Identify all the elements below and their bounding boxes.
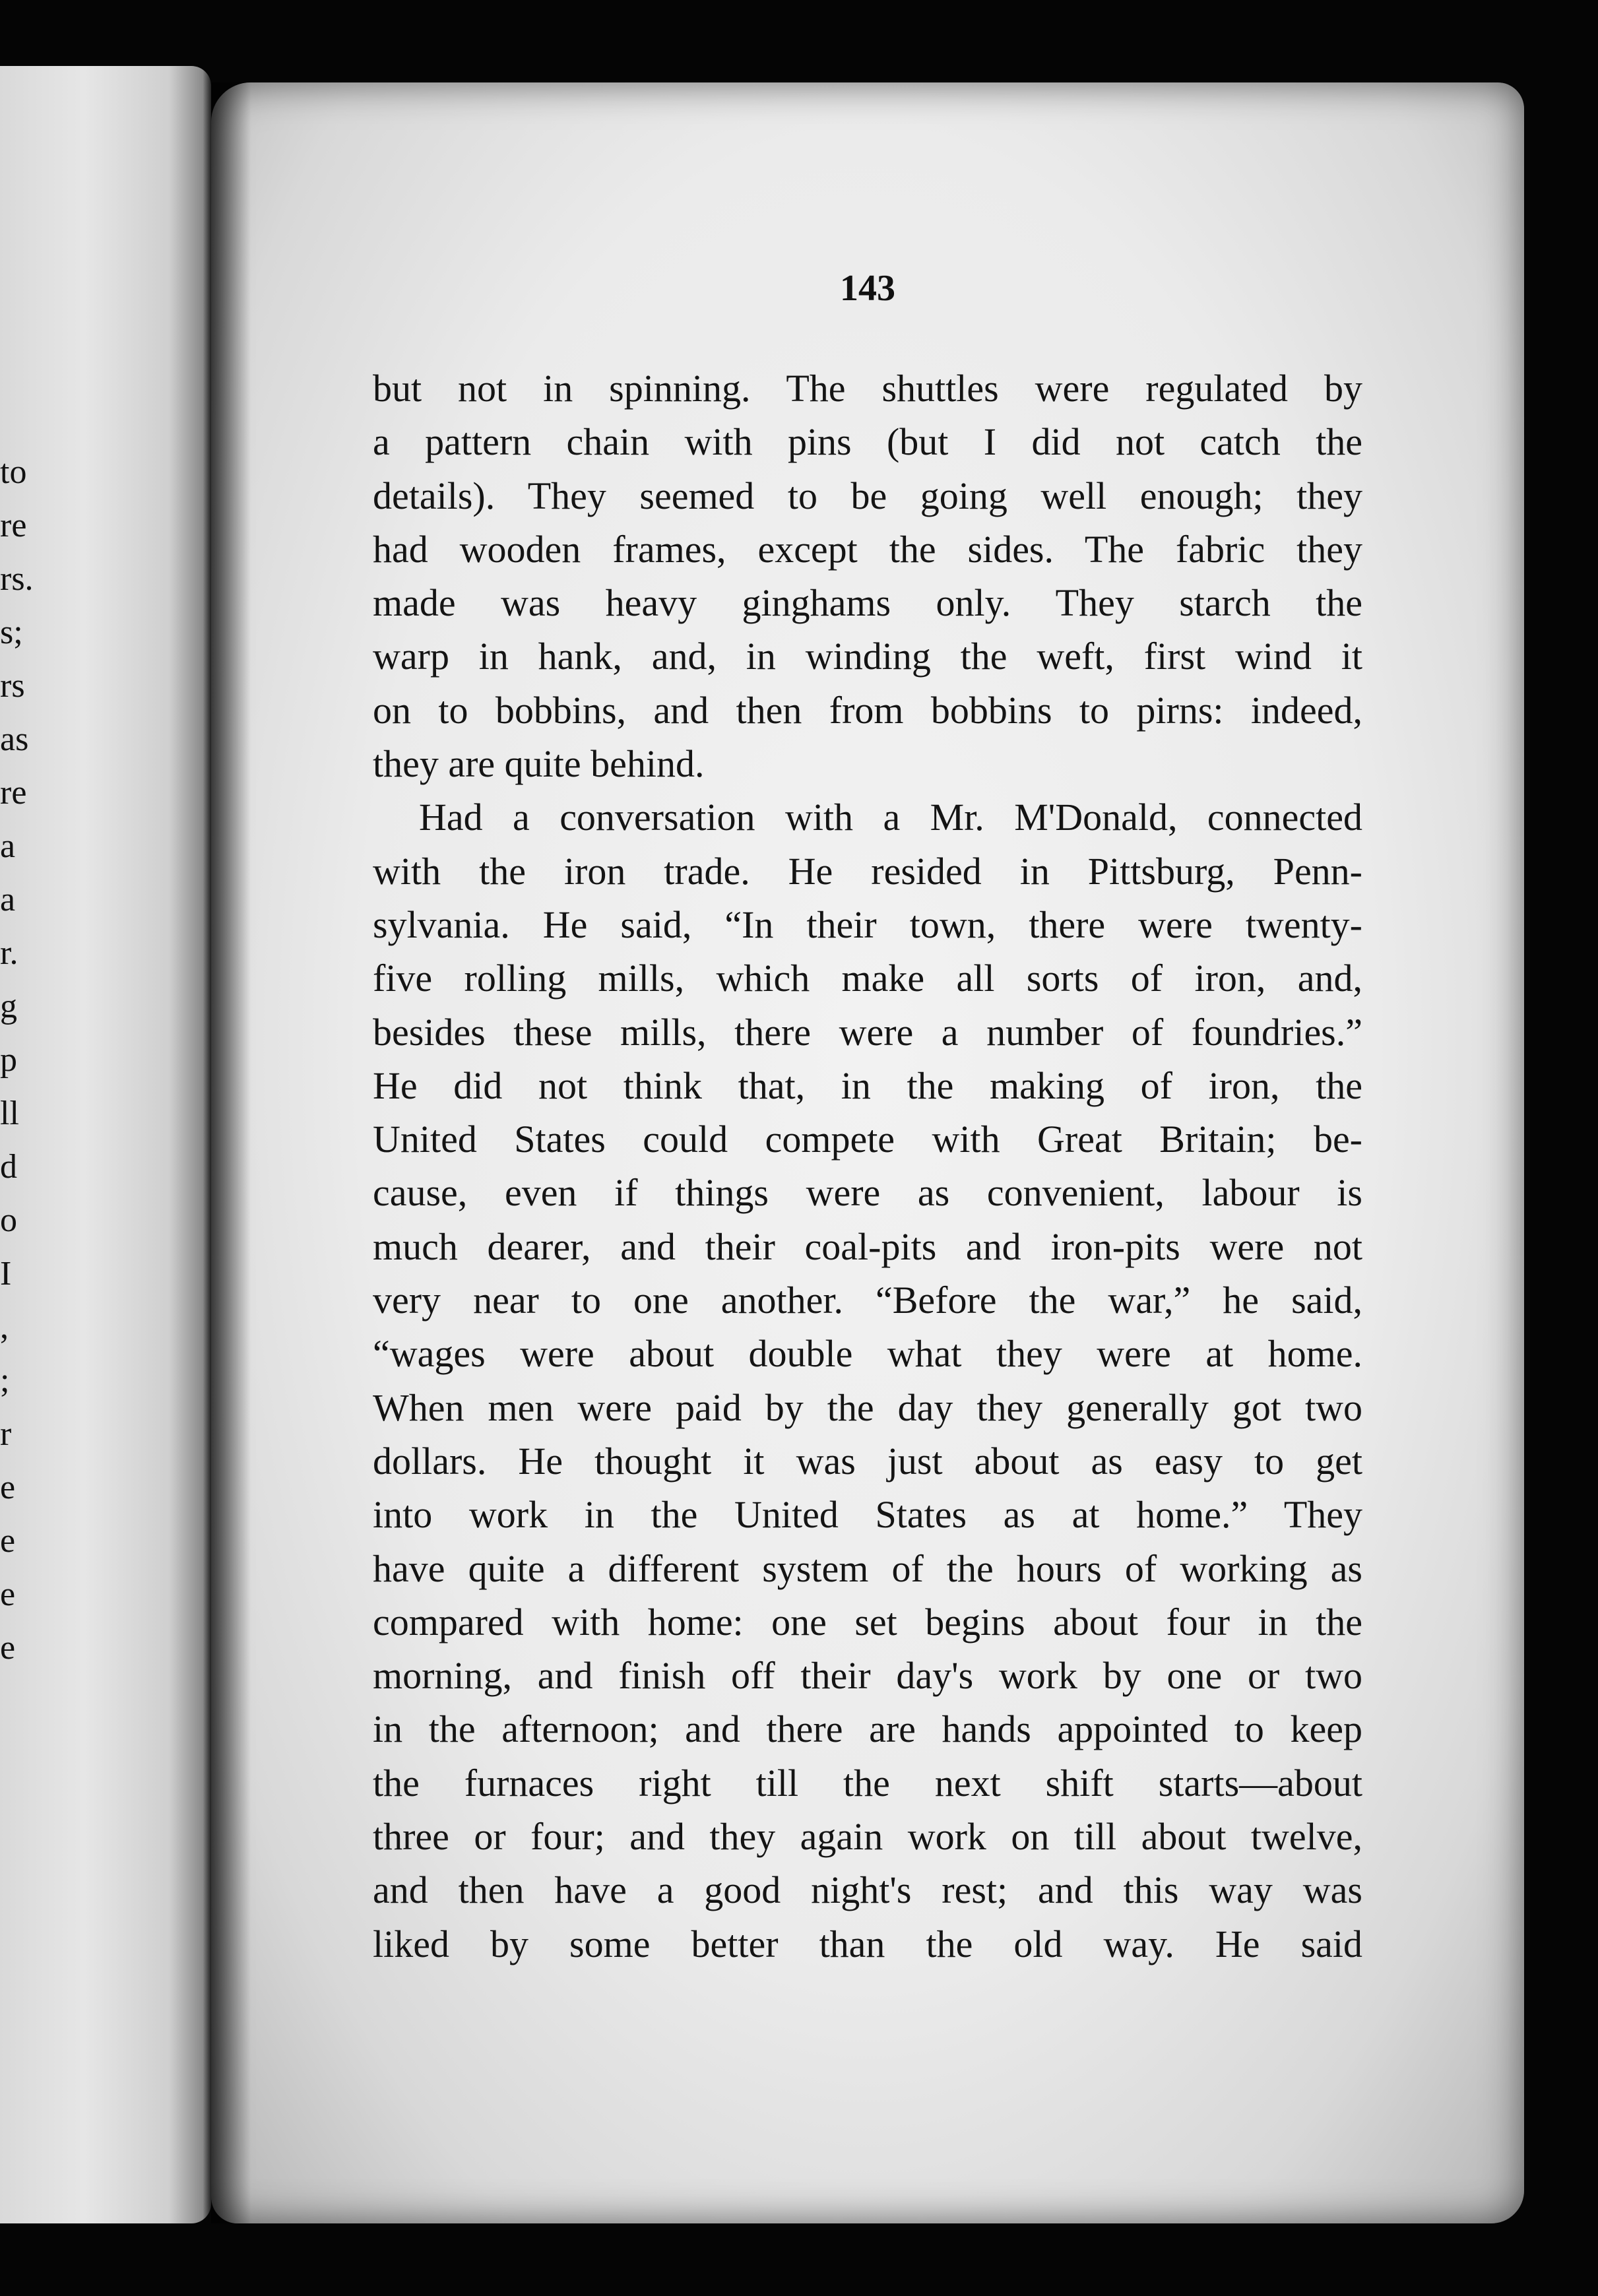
text-line: dollars. He thought it was just about as easy to get [373,1439,1362,1483]
page-number: 143 [840,268,895,309]
facing-page-fragment: s; [0,614,23,651]
facing-page-fragment: , [0,1308,9,1346]
text-line: sylvania. He said, “In their town, there were twenty- [373,903,1362,946]
facing-page-fragment: e [0,1629,16,1667]
text-line: with the iron trade. He resided in Pittsburg, Penn- [373,849,1362,893]
text-line: He did not think that, in the making of iron, the [373,1064,1362,1107]
text-line: liked by some better than the old way. He said [373,1922,1362,1965]
facing-page-fragment: as [0,720,29,758]
text-line: and then have a good night's rest; and this way was [373,1868,1362,1912]
facing-page-fragment: a [0,881,16,918]
text-line: made was heavy ginghams only. They starch the [373,581,1362,625]
text-line: a pattern chain with pins (but I did not catch the [373,420,1362,464]
text-line: cause, even if things were as convenient, labour is [373,1171,1362,1215]
facing-page-fragment: r. [0,934,18,972]
facing-page [0,66,211,2223]
text-line: but not in spinning. The shuttles were regulated by [373,367,1362,410]
text-line: have quite a different system of the hours of working as [373,1547,1362,1590]
facing-page-fragment: re [0,507,27,544]
facing-page-text-fragments [0,445,53,1674]
facing-page-fragment: r [0,1415,12,1453]
facing-page-fragment: e [0,1576,16,1613]
facing-page-fragment: e [0,1469,16,1506]
text-line: in the afternoon; and there are hands appointed to keep [373,1707,1362,1751]
facing-page-fragment: e [0,1522,16,1560]
facing-page-fragment: rs. [0,560,34,598]
facing-page-fragment: p [0,1041,17,1079]
text-line: on to bobbins, and then from bobbins to pirns: indeed, [373,688,1362,732]
text-line: compared with home: one set begins about four in the [373,1600,1362,1643]
page-body-text [373,362,1362,1971]
text-line: besides these mills, there were a number of foundries.” [373,1010,1362,1054]
text-line: had wooden frames, except the sides. The fabric they [373,527,1362,571]
text-line: warp in hank, and, in winding the weft, first wind it [373,635,1362,678]
text-line: much dearer, and their coal-pits and iron-pits were not [373,1225,1362,1268]
text-line: morning, and finish off their day's work by one or two [373,1654,1362,1698]
text-line: United States could compete with Great Britain; be- [373,1118,1362,1161]
text-line: the furnaces right till the next shift starts—about [373,1761,1362,1804]
page-gutter-shadow [211,82,251,2223]
text-line: they are quite behind. [373,742,705,786]
facing-page-fragment: a [0,827,16,865]
text-line: three or four; and they again work on till about twelve, [373,1815,1362,1859]
text-line: five rolling mills, which make all sorts of iron, and, [373,957,1362,1000]
text-line: “wages were about double what they were at home. [373,1332,1362,1376]
paragraph-start-line: Had a conversation with a Mr. M'Donald, connected [419,796,1362,839]
facing-page-fragment: d [0,1148,17,1186]
text-line: details). They seemed to be going well enough; they [373,474,1362,517]
facing-page-fragment: I [0,1255,12,1292]
facing-page-fragment: g [0,988,17,1025]
facing-page-fragment: re [0,774,27,812]
facing-page-fragment: o [0,1201,17,1239]
text-line: into work in the United States as at home.” They [373,1493,1362,1537]
facing-page-fragment: ; [0,1362,10,1399]
text-line: When men were paid by the day they generally got two [373,1386,1362,1429]
facing-page-fragment: to [0,453,27,491]
facing-page-fragment: ll [0,1095,19,1132]
text-line: very near to one another. “Before the war,” he said, [373,1279,1362,1322]
facing-page-fragment: rs [0,667,25,705]
